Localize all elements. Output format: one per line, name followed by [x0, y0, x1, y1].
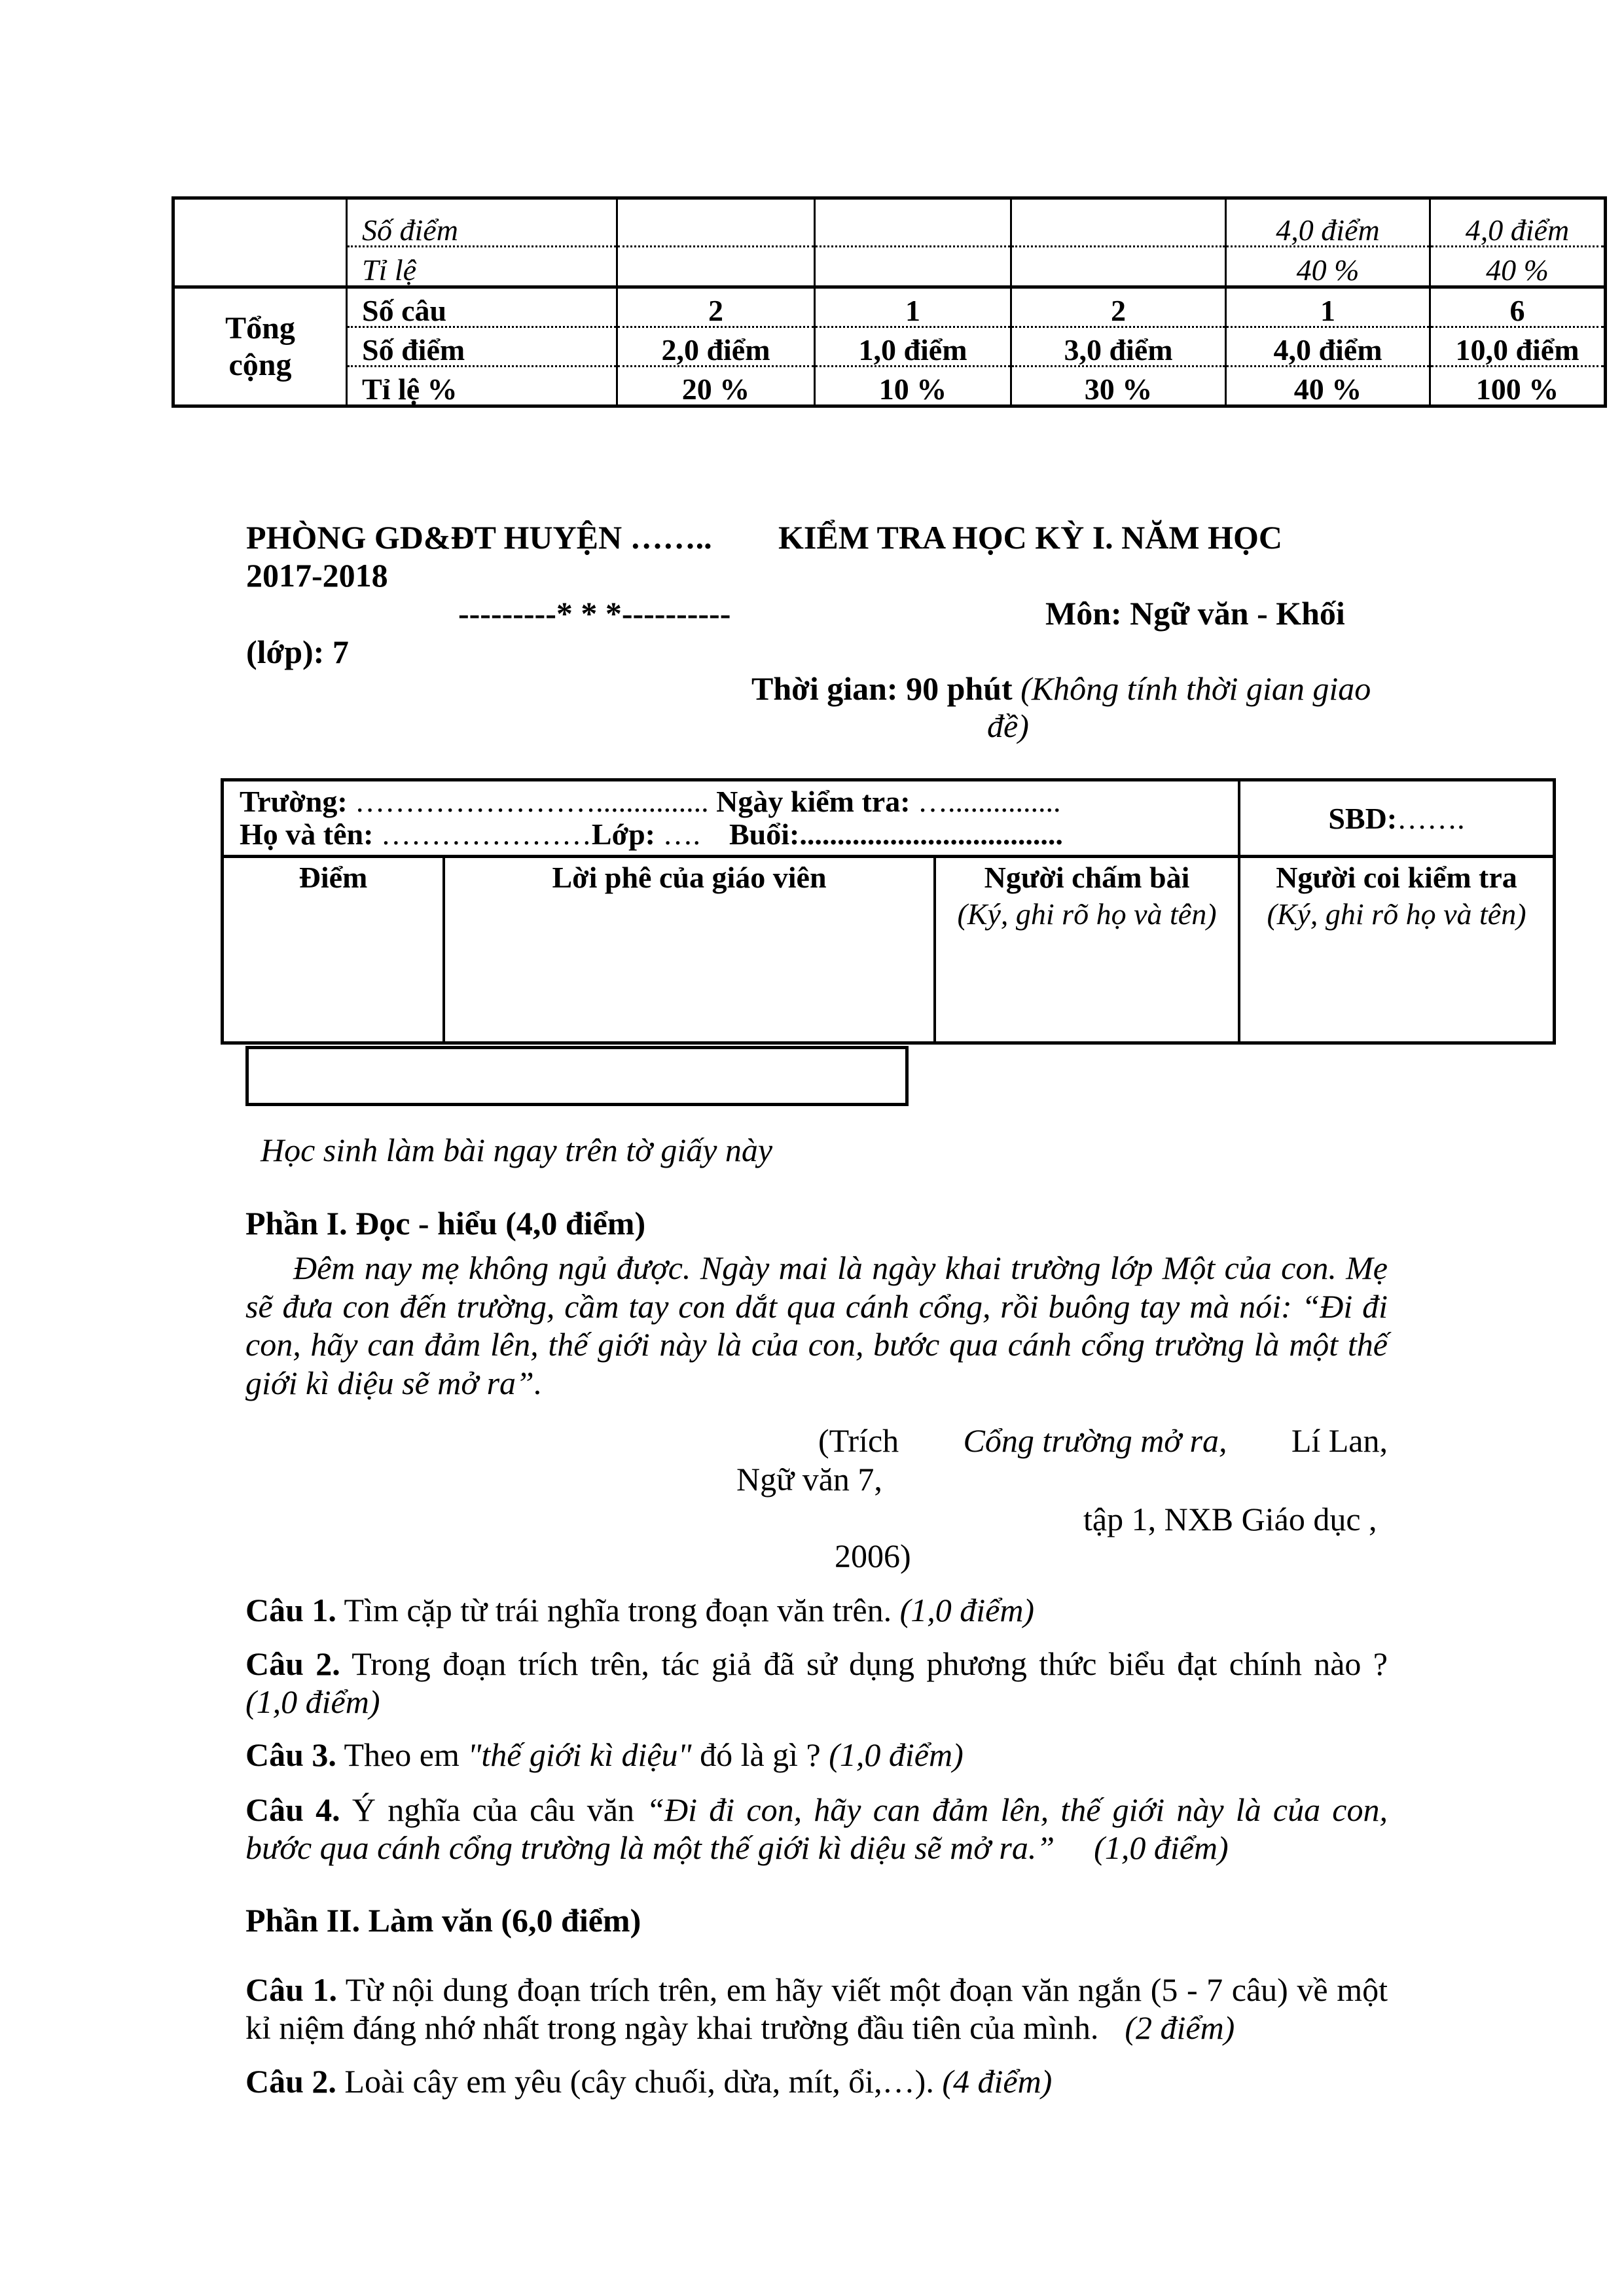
table-cell: 2,0 điểm — [617, 327, 815, 367]
question-quote: "thế giới kì diệu" — [467, 1736, 692, 1773]
score-summary-table — [171, 196, 1607, 408]
question-3 — [245, 1736, 964, 1774]
question-text: Tìm cặp từ trái nghĩa trong đoạn văn trên. — [336, 1592, 892, 1628]
grader-header: Người chấm bài — [984, 861, 1190, 894]
question-points: (1,0 điểm) — [829, 1736, 964, 1773]
table-cell: 1,0 điểm — [815, 327, 1011, 367]
question-points: (2 điểm) — [1125, 2009, 1235, 2046]
source-open: (Trích — [818, 1422, 899, 1459]
table-cell — [617, 198, 815, 247]
row-label: Tỉ lệ % — [347, 367, 617, 406]
class-label: Lớp: — [591, 817, 655, 851]
question-quote: “Đi đi con, hãy can đảm lên, thế giới này là của con, — [646, 1791, 1388, 1828]
sbd-label: SBD: — [1328, 801, 1398, 835]
table-cell: 1 — [1226, 287, 1430, 327]
source-title: Cổng trường mở ra, — [963, 1422, 1227, 1459]
table-cell: 4,0 điểm — [1430, 198, 1606, 247]
table-row — [173, 327, 1606, 367]
source-book: Ngữ văn 7, — [736, 1461, 882, 1498]
name-field[interactable]: ………………… — [373, 817, 592, 851]
time-info — [751, 670, 1371, 708]
row-label: Tỉ lệ — [347, 247, 617, 287]
teacher-comment-header: Lời phê của giáo viên — [552, 861, 827, 894]
essay-question-1-line2 — [245, 2009, 1235, 2047]
name-class-line — [240, 817, 1063, 852]
table-row — [173, 247, 1606, 287]
blank-box — [245, 1046, 909, 1106]
question-1 — [245, 1591, 1034, 1629]
time-note: (Không tính thời gian giao — [1020, 670, 1371, 707]
score-cell[interactable] — [224, 858, 445, 1041]
exam-title: KIỂM TRA HỌC KỲ I. NĂM HỌC — [778, 519, 1282, 556]
session-field[interactable]: ................................... — [799, 817, 1063, 851]
reading-passage — [245, 1249, 1388, 1402]
proctor-cell[interactable] — [1240, 858, 1553, 1041]
score-header: Điểm — [298, 861, 368, 894]
table-cell: 20 % — [617, 367, 815, 406]
group-cell-total — [173, 287, 347, 406]
source-line-1 — [818, 1422, 1388, 1460]
question-4-line2 — [245, 1829, 1229, 1867]
table-cell: 4,0 điểm — [1226, 198, 1430, 247]
part1-title: Phần I. Đọc - hiểu (4,0 điểm) — [245, 1205, 646, 1242]
proctor-header: Người coi kiểm tra — [1276, 861, 1517, 894]
sbd-field[interactable]: ……. — [1397, 801, 1465, 835]
essay-question-2 — [245, 2062, 1052, 2100]
table-cell: 4,0 điểm — [1226, 327, 1430, 367]
question-label: Câu 4. — [245, 1791, 340, 1828]
question-label: Câu 1. — [245, 1971, 338, 2008]
row-label: Số điểm — [347, 327, 617, 367]
essay-question-1 — [245, 1971, 1388, 2009]
grade-label: (lớp): 7 — [246, 634, 349, 670]
question-label: Câu 2. — [245, 2063, 336, 2100]
question-text: kỉ niệm đáng nhớ nhất trong ngày khai trường đầu tiên của mình. — [245, 2009, 1099, 2046]
table-cell: 30 % — [1011, 367, 1226, 406]
table-row — [173, 198, 1606, 247]
date-field[interactable]: …............... — [910, 785, 1061, 818]
question-2 — [245, 1645, 1388, 1683]
date-label: Ngày kiểm tra: — [708, 785, 911, 818]
instruction-text: Học sinh làm bài ngay trên tờ giấy này — [261, 1132, 773, 1168]
name-label: Họ và tên: — [240, 817, 374, 851]
table-cell — [617, 247, 815, 287]
table-cell: 6 — [1430, 287, 1606, 327]
student-info-box — [221, 778, 1556, 1045]
table-row — [173, 367, 1606, 406]
time-note-continued: đề) — [987, 708, 1029, 744]
grader-subheader: (Ký, ghi rõ họ và tên) — [957, 897, 1217, 931]
question-text: Theo em — [336, 1736, 468, 1773]
question-label: Câu 1. — [245, 1592, 336, 1628]
class-field[interactable]: …. — [655, 817, 700, 851]
teacher-comment-cell[interactable] — [445, 858, 936, 1041]
table-cell: 40 % — [1430, 247, 1606, 287]
row-label: Số câu — [347, 287, 617, 327]
source-publisher: tập 1, NXB Giáo dục , — [1083, 1501, 1377, 1537]
table-cell — [815, 247, 1011, 287]
question-points: (4 điểm) — [933, 2063, 1053, 2100]
school-label: Trường: — [240, 785, 348, 818]
student-details — [224, 781, 1240, 855]
table-row — [173, 287, 1606, 327]
question-text: Trong đoạn trích trên, tác giả đã sử dụng phương thức biểu đạt chính nào ? — [340, 1645, 1388, 1682]
school-year: 2017-2018 — [246, 557, 388, 594]
source-year: 2006) — [835, 1537, 911, 1574]
question-text: Ý nghĩa của câu văn — [340, 1791, 647, 1828]
question-points: (1,0 điểm) — [1094, 1829, 1229, 1866]
candidate-number — [1240, 781, 1553, 855]
table-cell — [1011, 198, 1226, 247]
table-cell: 40 % — [1226, 247, 1430, 287]
info-header-row — [224, 781, 1553, 858]
table-cell: 2 — [1011, 287, 1226, 327]
question-quote: bước qua cánh cổng trường là một thế giới kì diệu sẽ mở ra.” — [245, 1829, 1055, 1866]
time-label: Thời gian: 90 phút — [751, 670, 1013, 707]
question-2-points: (1,0 điểm) — [245, 1683, 380, 1720]
table-cell: 40 % — [1226, 367, 1430, 406]
department-name: PHÒNG GD&ĐT HUYỆN …….. — [246, 519, 712, 556]
table-cell: 10,0 điểm — [1430, 327, 1606, 367]
question-4 — [245, 1791, 1388, 1829]
school-field[interactable]: ……………………............... — [347, 785, 709, 818]
source-author: Lí Lan, — [1291, 1422, 1388, 1459]
table-cell: 3,0 điểm — [1011, 327, 1226, 367]
table-cell: 1 — [815, 287, 1011, 327]
group-cell-empty — [173, 198, 347, 287]
grader-cell[interactable] — [936, 858, 1240, 1041]
question-text: Loài cây em yêu (cây chuối, dừa, mít, ổi,…). — [336, 2063, 934, 2100]
table-cell: 10 % — [815, 367, 1011, 406]
table-cell — [815, 198, 1011, 247]
question-label: Câu 3. — [245, 1736, 336, 1773]
header-separator: ---------* * *---------- — [458, 595, 731, 632]
group-label: Tổng cộng — [225, 310, 295, 382]
passage-text: Đêm nay mẹ không ngủ được. Ngày mai là ngày khai trường lớp Một của con. Mẹ sẽ đưa con đến trường, cầm tay con dắt qua cánh cổng, rồi buông tay mà nói: “Đi đi con, hãy can đảm lên, thế giới này là của con, bước qua cánh cổng trường là một thế giới kì diệu sẽ mở ra”. — [245, 1249, 1388, 1401]
table-cell: 100 % — [1430, 367, 1606, 406]
table-cell — [1011, 247, 1226, 287]
question-points: (1,0 điểm) — [892, 1592, 1035, 1628]
subject-label: Môn: Ngữ văn - Khối — [1045, 595, 1345, 632]
row-label: Số điểm — [347, 198, 617, 247]
question-text: đó là gì ? — [691, 1736, 829, 1773]
session-label: Buổi: — [729, 817, 800, 851]
question-label: Câu 2. — [245, 1645, 340, 1682]
part2-title: Phần II. Làm văn (6,0 điểm) — [245, 1902, 641, 1939]
question-text: Từ nội dung đoạn trích trên, em hãy viết một đoạn văn ngắn (5 - 7 câu) về một — [337, 1971, 1388, 2008]
school-date-line — [240, 784, 1061, 819]
proctor-subheader: (Ký, ghi rõ họ và tên) — [1267, 897, 1526, 931]
table-cell: 2 — [617, 287, 815, 327]
